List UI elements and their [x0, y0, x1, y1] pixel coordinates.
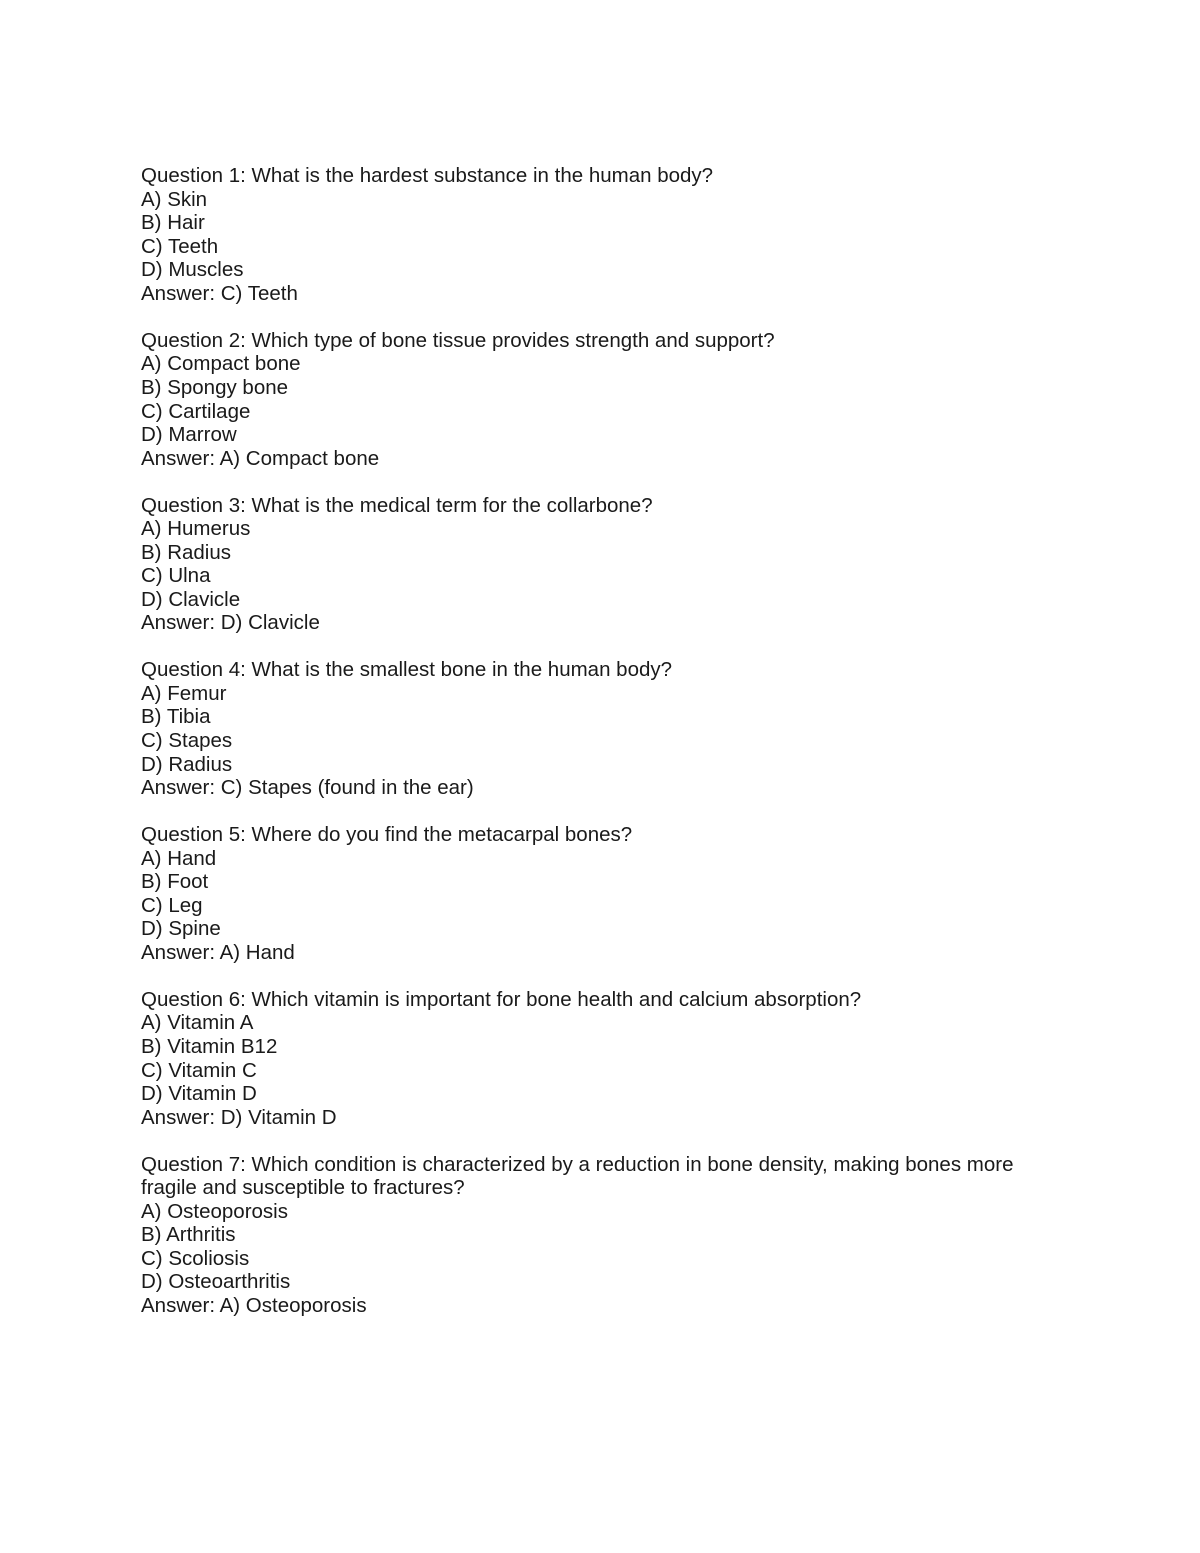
option-b: B) Hair	[141, 211, 205, 235]
option-d: D) Vitamin D	[141, 1082, 257, 1106]
answer-line: Answer: D) Clavicle	[141, 611, 320, 635]
option-c: C) Leg	[141, 893, 203, 917]
answer-line: Answer: A) Osteoporosis	[141, 1294, 367, 1318]
option-a: A) Femur	[141, 681, 227, 705]
answer-line: Answer: A) Compact bone	[141, 446, 380, 470]
option-b: B) Spongy bone	[141, 375, 289, 399]
question-block-3	[141, 494, 1041, 636]
question-block-4	[141, 658, 1041, 800]
option-c: C) Scoliosis	[141, 1246, 250, 1270]
option-a: A) Skin	[141, 187, 208, 211]
option-c: C) Stapes	[141, 729, 233, 753]
option-b: B) Vitamin B12	[141, 1034, 278, 1058]
option-d: D) Radius	[141, 752, 233, 776]
option-c: C) Cartilage	[141, 399, 251, 423]
question-text: Question 5: Where do you find the metacarpal bones?	[141, 823, 633, 846]
question-text: Question 4: What is the smallest bone in the human body?	[141, 658, 673, 682]
option-d: D) Spine	[141, 917, 221, 941]
option-b: B) Radius	[141, 540, 232, 564]
option-d: D) Osteoarthritis	[141, 1270, 291, 1294]
option-d: D) Marrow	[141, 423, 237, 447]
option-d: D) Muscles	[141, 258, 244, 282]
question-text: Question 1: What is the hardest substance in the human body?	[141, 164, 714, 187]
option-b: B) Arthritis	[141, 1223, 236, 1247]
option-c: C) Vitamin C	[141, 1058, 257, 1082]
question-text: Question 3: What is the medical term for the collarbone?	[141, 493, 653, 517]
answer-line: Answer: A) Hand	[141, 940, 295, 964]
answer-line: Answer: C) Stapes (found in the ear)	[141, 776, 474, 800]
question-block-2	[141, 329, 1041, 471]
question-text: Question 6: Which vitamin is important for bone health and calcium absorption?	[141, 987, 862, 1011]
option-c: C) Ulna	[141, 564, 211, 588]
option-a: A) Osteoporosis	[141, 1199, 288, 1223]
option-b: B) Tibia	[141, 705, 211, 729]
answer-line: Answer: C) Teeth	[141, 281, 298, 305]
question-block-5	[141, 823, 1041, 965]
question-text: Question 2: Which type of bone tissue provides strength and support?	[141, 328, 775, 352]
quiz-content	[141, 164, 1041, 1341]
answer-line: Answer: D) Vitamin D	[141, 1105, 337, 1129]
question-block-1	[141, 164, 1041, 306]
option-c: C) Teeth	[141, 234, 219, 258]
option-a: A) Compact bone	[141, 352, 301, 376]
option-d: D) Clavicle	[141, 587, 241, 611]
question-text: Question 7: Which condition is characterized by a reduction in bone density, making bones more fragile and susceptible to fractures?	[141, 1152, 1020, 1200]
question-block-7	[141, 1153, 1041, 1318]
option-a: A) Hand	[141, 846, 217, 870]
option-a: A) Humerus	[141, 517, 251, 541]
option-a: A) Vitamin A	[141, 1011, 254, 1035]
question-block-6	[141, 988, 1041, 1130]
option-b: B) Foot	[141, 870, 209, 894]
